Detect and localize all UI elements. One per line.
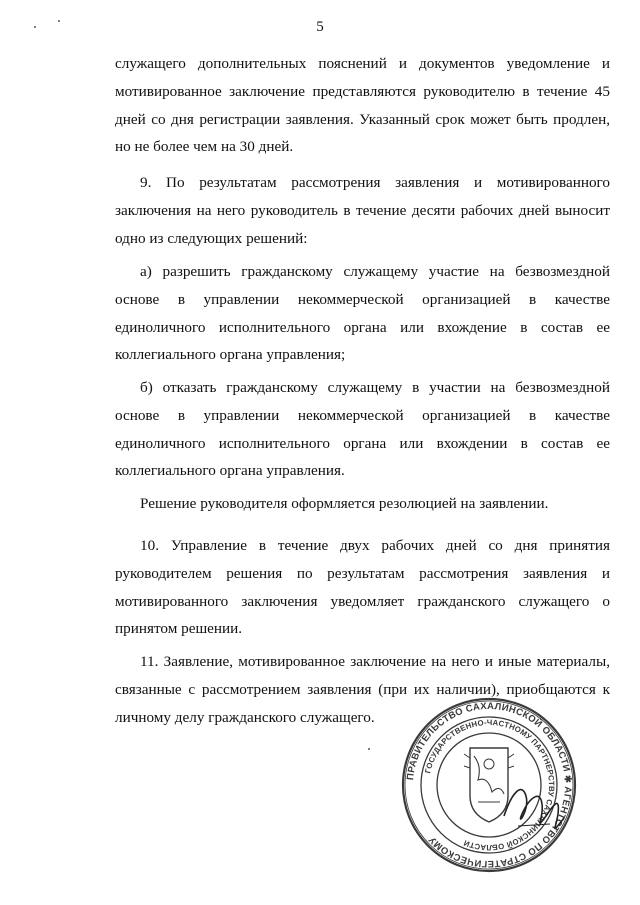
scan-speck <box>58 20 60 22</box>
official-seal <box>400 696 578 874</box>
paragraph-continuation: служащего дополнительных пояснений и документов уведомление и мотивированное заключение представляются руководителю в течение 45 дней со дня регистрации заявления. Указанный срок может быть продлен, но не более чем на 30 дней. <box>115 55 610 156</box>
svg-text:ПРАВИТЕЛЬСТВО САХАЛИНСКОЙ ОБЛА: ПРАВИТЕЛЬСТВО САХАЛИНСКОЙ ОБЛАСТИ ✱ АГЕНТСТВО ПО СТРАТЕГИЧЕСКОМУ <box>405 700 574 870</box>
svg-text:ГОСУДАРСТВЕННО-ЧАСТНОМУ ПАРТНЕ: ГОСУДАРСТВЕННО-ЧАСТНОМУ ПАРТНЕРСТВУ САХАЛИНСКОЙ ОБЛАСТИ <box>423 717 557 853</box>
page-number: 5 <box>316 19 324 35</box>
paragraph-subitem-b: б) отказать гражданскому служащему в участии на безвозмездной основе в управлении некоммерческой организацией в качестве единоличного исполнительного органа или вхождении в состав ее коллегиального органа управления. <box>115 379 610 480</box>
scan-speck <box>368 748 370 750</box>
paragraph-item-11: 11. Заявление, мотивированное заключение на него и иные материалы, связанные с рассмотрением заявления (при их наличии), приобщаются к личному делу гражданского служащего. <box>115 653 610 726</box>
paragraph-subitem-a: а) разрешить гражданскому служащему участие на безвозмездной основе в управлении некоммерческой организацией в качестве единоличного исполнительного органа или вхождение в состав ее коллегиального органа управления; <box>115 263 610 364</box>
paragraph-resolution: Решение руководителя оформляется резолюцией на заявлении. <box>140 495 549 512</box>
paragraph-item-10: 10. Управление в течение двух рабочих дней со дня принятия руководителем решения по результатам рассмотрения заявления и мотивированного заключения уведомляет гражданского служащего о принятом решении. <box>115 537 610 638</box>
scan-speck <box>34 26 36 28</box>
paragraph-item-9: 9. По результатам рассмотрения заявления и мотивированного заключения на него руководитель в течение десяти рабочих дней выносит одно из следующих решений: <box>115 174 610 247</box>
